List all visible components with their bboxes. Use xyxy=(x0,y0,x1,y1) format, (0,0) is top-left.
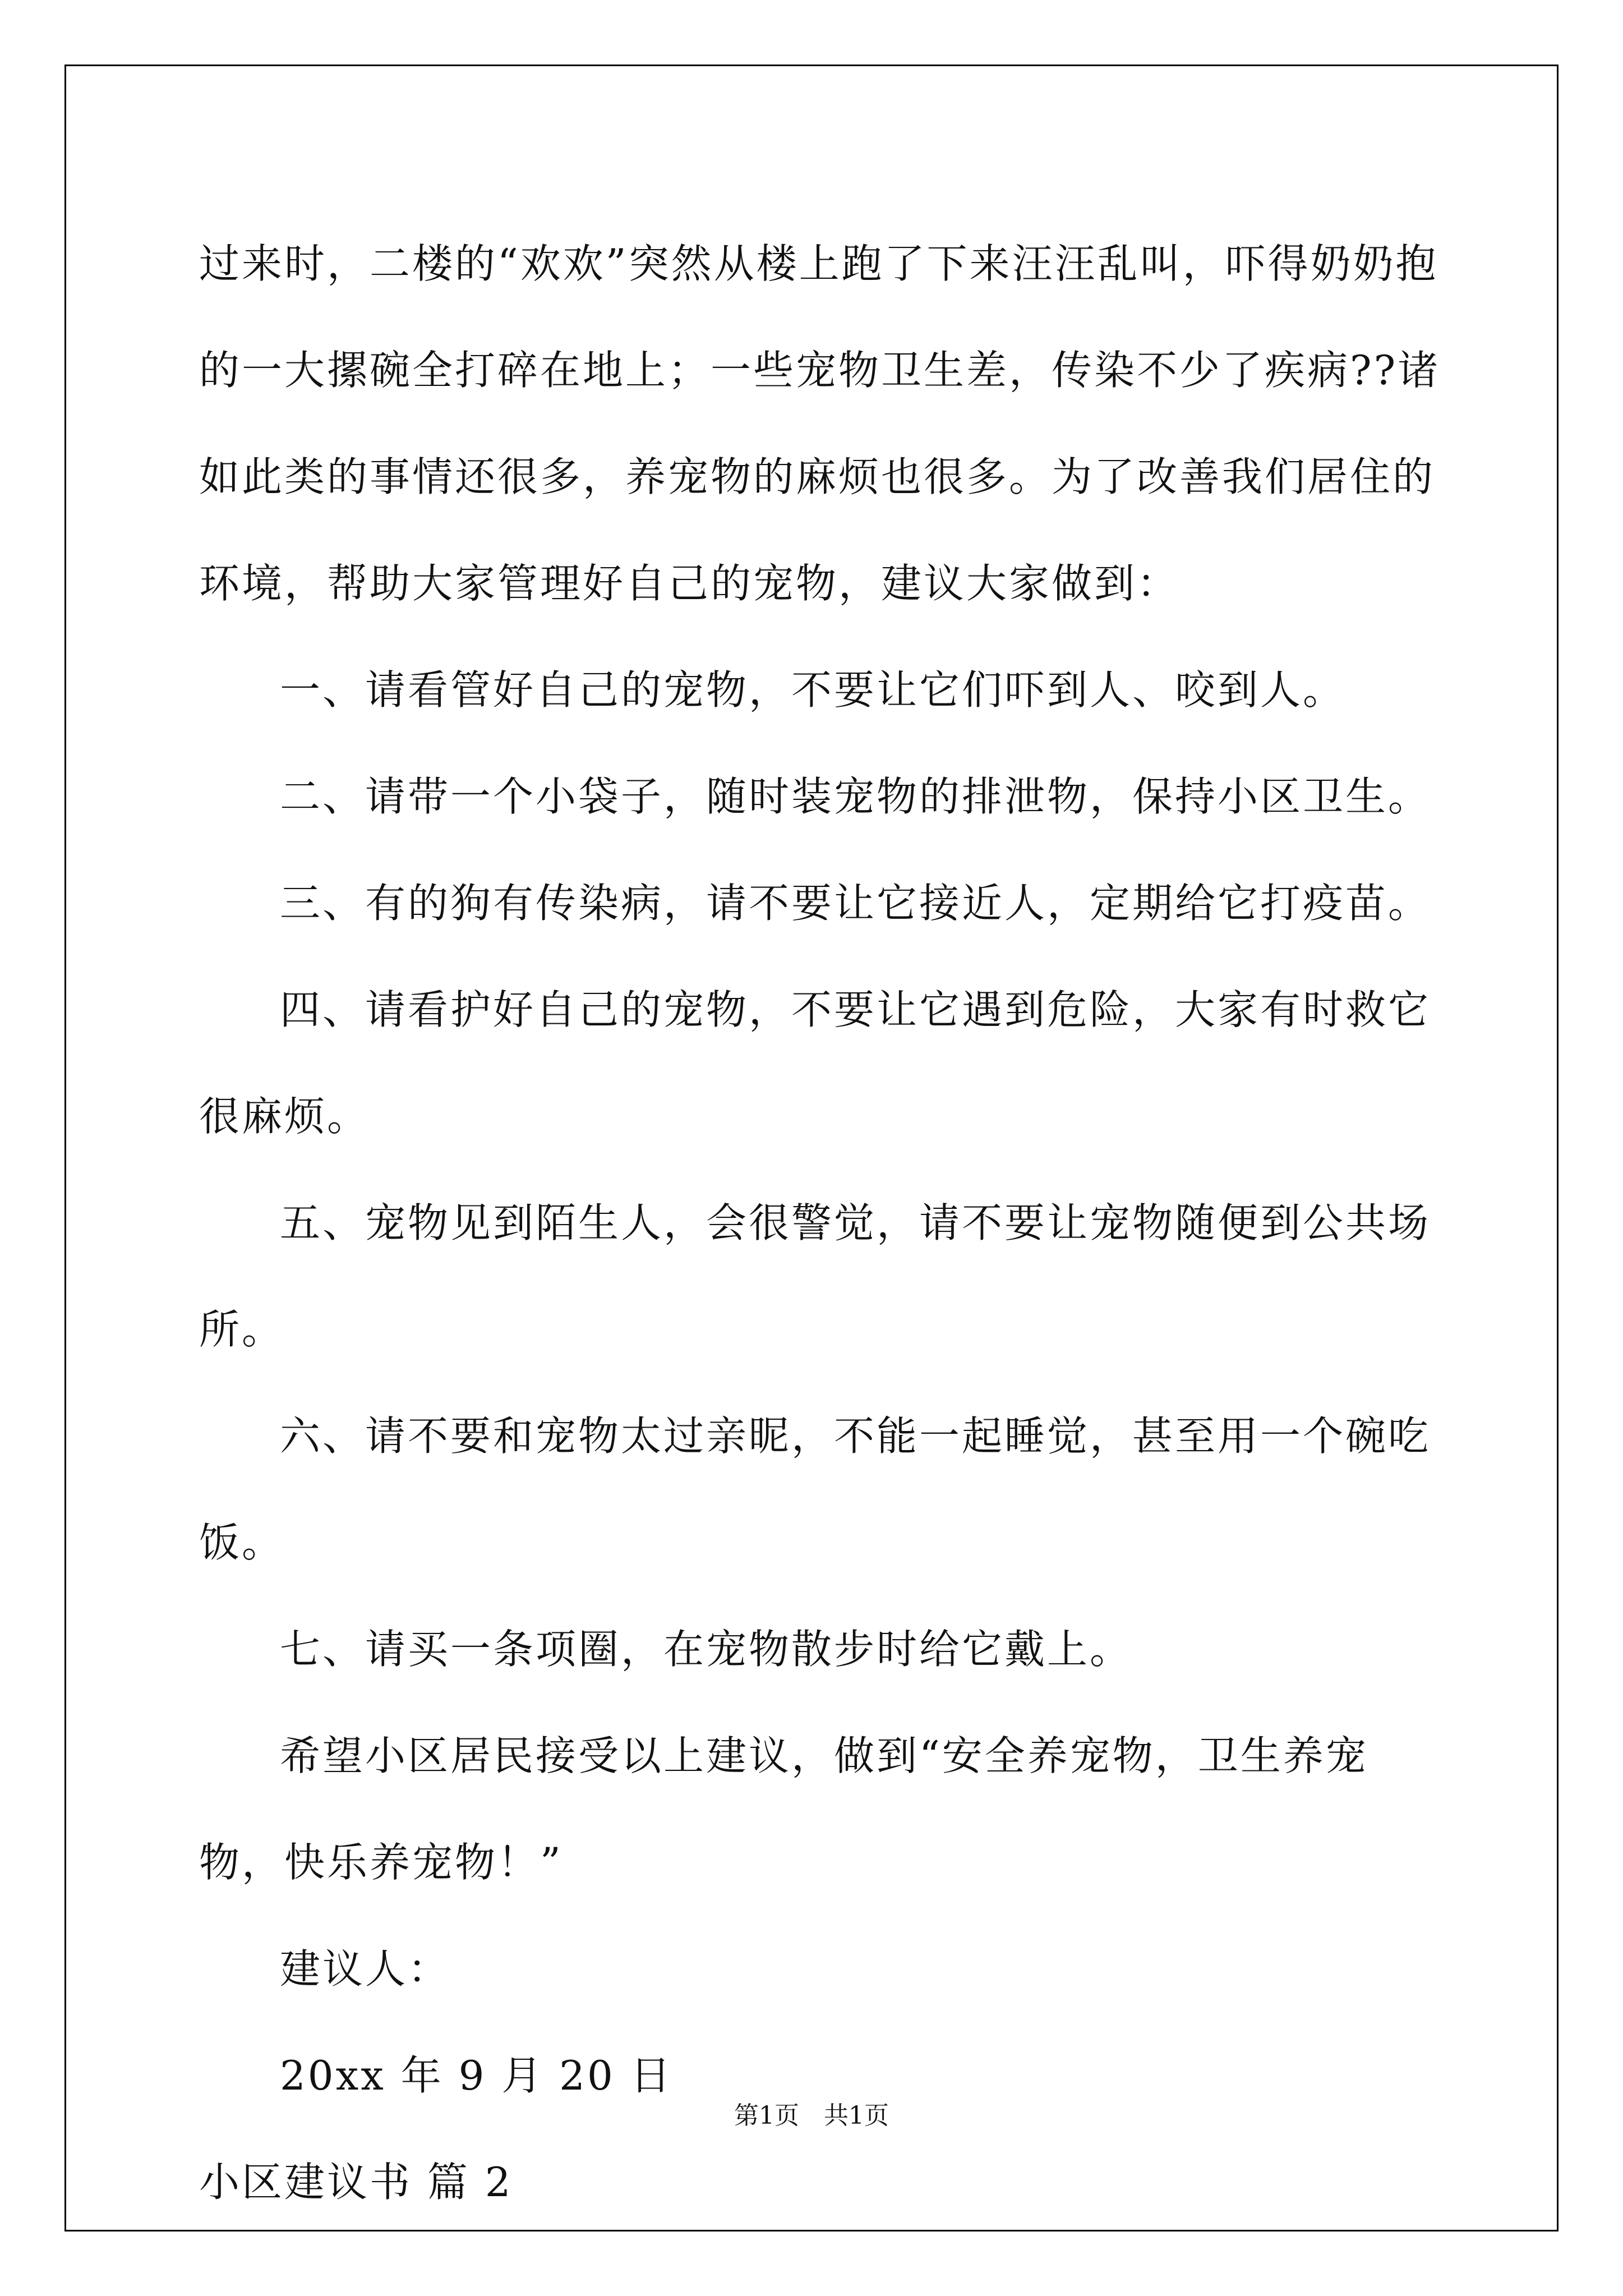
suggestion-3: 三、有的狗有传染病，请不要让它接近人，定期给它打疫苗。 xyxy=(280,880,1431,927)
signature-label: 建议人： xyxy=(280,1945,451,1993)
suggestion-2: 二、请带一个小袋子，随时装宠物的排泄物，保持小区卫生。 xyxy=(280,773,1431,820)
suggestion-7: 七、请买一条项圈，在宠物散步时给它戴上。 xyxy=(280,1626,1133,1673)
paragraph-intro: 过来时，二楼的“欢欢”突然从楼上跑了下来汪汪乱叫，吓得奶奶抱的一大摞碗全打碎在地上；一些宠物卫生差，传染不少了疾病??诸如此类的事情还很多，养宠物的麻烦也很多。为了改善我们居住的环境，帮助大家管理好自己的宠物，建议大家做到： xyxy=(199,240,1441,607)
date-line: 20xx 年 9 月 20 日 xyxy=(280,2052,673,2099)
document-body xyxy=(199,210,1450,2235)
section-heading: 小区建议书 篇 2 xyxy=(199,2159,513,2206)
page-footer: 第1页 共1页 xyxy=(734,2101,889,2130)
closing-paragraph: 希望小区居民接受以上建议，做到“安全养宠物，卫生养宠物，快乐养宠物！” xyxy=(199,1732,1368,1886)
suggestion-1: 一、请看管好自己的宠物，不要让它们吓到人、咬到人。 xyxy=(280,666,1346,714)
suggestion-4: 四、请看护好自己的宠物，不要让它遇到危险，大家有时救它很麻烦。 xyxy=(199,986,1431,1140)
suggestion-5: 五、宠物见到陌生人，会很警觉，请不要让宠物随便到公共场所。 xyxy=(199,1199,1431,1353)
suggestion-6: 六、请不要和宠物太过亲昵，不能一起睡觉，甚至用一个碗吃饭。 xyxy=(199,1412,1431,1566)
